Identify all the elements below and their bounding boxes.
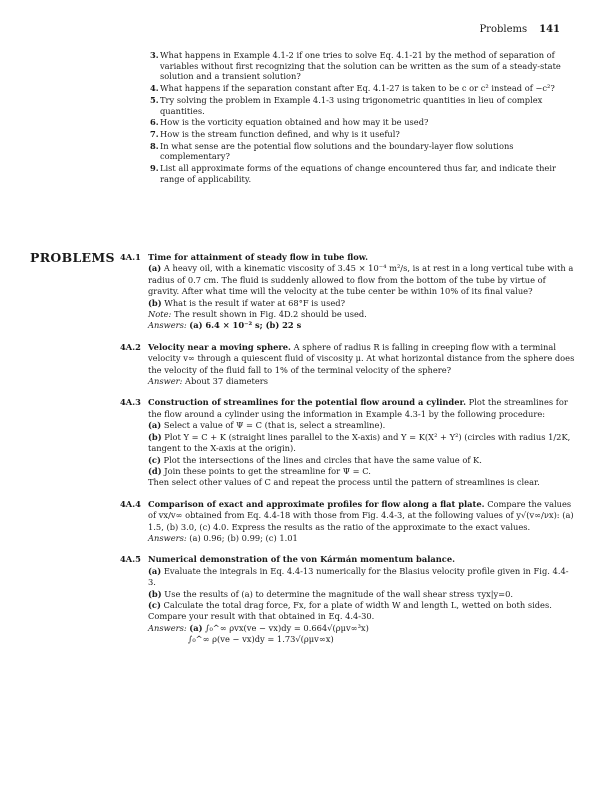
problem-number: 4A.1 xyxy=(120,252,141,262)
question-number: 6. xyxy=(150,117,159,128)
question-item xyxy=(150,117,570,128)
question-text: How is the vorticity equation obtained and how may it be used? xyxy=(160,117,429,128)
question-item xyxy=(150,163,570,184)
answers-text: (a) 0.96; (b) 0.99; (c) 1.01 xyxy=(189,532,298,543)
problem-number: 4A.4 xyxy=(120,498,141,509)
problem-part-c xyxy=(148,600,575,623)
question-number: 5. xyxy=(150,94,159,105)
part-text: Evaluate the integrals in Eq. 4.4-13 numerically for the Blasius velocity profile given in Fig. 4.4-3. xyxy=(148,565,569,588)
part-text: Select a value of Ψ = C (that is, select a streamline). xyxy=(163,420,386,431)
part-label: (a) xyxy=(148,420,162,431)
problem-title: Comparison of exact and approximate profiles for flow along a flat plate. xyxy=(148,498,485,509)
question-text: List all approximate forms of the equations of change encountered thus far, and indicate their range of applicability. xyxy=(160,163,556,184)
answer-part-label: (a) xyxy=(189,622,203,633)
problem-title: Velocity near a moving sphere. xyxy=(148,341,291,352)
question-item xyxy=(150,83,570,94)
problem-number: 4A.2 xyxy=(120,341,141,352)
note-text: The result shown in Fig. 4D.2 should be used. xyxy=(173,309,367,320)
page-number: 141 xyxy=(539,24,560,35)
problem-number: 4A.5 xyxy=(120,554,141,565)
problem-answers xyxy=(148,320,575,331)
part-label: (a) xyxy=(148,565,162,576)
problem-body xyxy=(148,499,575,533)
problem-text: Plot the streamlines for the flow around a cylinder using the information in Example 4.3-1 by the following procedure: xyxy=(148,397,568,419)
problem-4a4 xyxy=(120,499,575,545)
problems-heading: PROBLEMS xyxy=(30,250,115,265)
part-label: (b) xyxy=(148,297,162,308)
question-text: What happens if the separation constant after Eq. 4.1-27 is taken to be c or c² instead of −c²? xyxy=(160,83,555,94)
problem-list xyxy=(120,252,575,656)
question-number: 3. xyxy=(150,50,159,60)
part-text: Join these points to get the streamline for Ψ = C. xyxy=(164,465,371,476)
question-number: 9. xyxy=(150,163,159,174)
part-text: A heavy oil, with a kinematic viscosity of 3.45 × 10⁻⁴ m²/s, is at rest in a long vertical tube with a radius of 0.7 cm. The fluid is suddenly allowed to flow from the bottom of the tube by virtue of gravity. After what time will the velocity at the tube center be within 10% of its final value? xyxy=(148,263,574,297)
question-number: 7. xyxy=(150,128,159,139)
problem-answers xyxy=(148,623,575,634)
problem-part-c xyxy=(148,455,575,466)
answers-label: Answers: xyxy=(148,622,187,633)
question-number: 4. xyxy=(150,83,159,94)
answers-text: About 37 diameters xyxy=(185,376,268,387)
question-number: 8. xyxy=(150,140,159,151)
problem-part-b xyxy=(148,298,575,309)
part-text: Calculate the total drag force, Fx, for a plate of width W and length L, wetted on both sides. Compare your result with that obtained in Eq. 4.4-30. xyxy=(148,599,552,622)
question-text: Try solving the problem in Example 4.1-3 using trigonometric quantities in lieu of complex quantities. xyxy=(160,94,543,116)
note-label: Note: xyxy=(148,309,172,320)
part-label: (c) xyxy=(148,599,161,610)
part-label: (a) xyxy=(148,263,162,274)
problem-text: Compare the values of vx/v∞ obtained from Eq. 4.4-18 with those from Fig. 4.4-3, at the following values of y√(v∞/νx): (a) 1.5, (b) 3.0, (c) 4.0. Express the results as the ratio of the approximate to the exact values. xyxy=(148,498,574,532)
problem-part-b xyxy=(148,589,575,600)
part-label: (b) xyxy=(148,431,162,442)
problem-note xyxy=(148,309,575,320)
problem-part-a xyxy=(148,420,575,431)
problem-part-a xyxy=(148,263,575,297)
problem-body xyxy=(148,397,575,420)
problem-body xyxy=(148,342,575,376)
page-header xyxy=(479,24,560,35)
answers-text: (a) 6.4 × 10⁻² s; (b) 22 s xyxy=(189,320,302,331)
part-label: (c) xyxy=(148,454,161,465)
question-item xyxy=(150,95,570,116)
running-title: Problems xyxy=(479,24,528,35)
question-text: What happens in Example 4.1-2 if one tries to solve Eq. 4.1-21 by the method of separation of variables without first recognizing that the solution can be written as the sum of a steady-state solution and a transient solution? xyxy=(160,50,561,82)
part-label: (b) xyxy=(148,588,162,599)
question-item xyxy=(150,129,570,140)
question-list xyxy=(150,50,570,185)
problem-answers xyxy=(148,376,575,387)
answers-label: Answers: xyxy=(148,320,187,331)
problem-part-a xyxy=(148,566,575,589)
problem-title: Numerical demonstration of the von Kármán momentum balance. xyxy=(148,554,456,565)
question-item xyxy=(150,141,570,162)
question-text: In what sense are the potential flow solutions and the boundary-layer flow solutions complementary? xyxy=(160,140,514,162)
problem-4a1 xyxy=(120,252,575,332)
problem-part-d xyxy=(148,466,575,477)
equation-1: ∫₀^∞ ρvx(ve − vx)dy = 0.664√(ρμv∞³x) xyxy=(205,622,369,633)
part-text: What is the result if water at 68°F is used? xyxy=(164,297,346,308)
problem-tail: Then select other values of C and repeat the process until the pattern of streamlines is clear. xyxy=(148,477,540,488)
equation-2-row xyxy=(188,634,575,645)
problem-4a2 xyxy=(120,342,575,388)
answers-label: Answers: xyxy=(148,532,187,543)
problem-4a5 xyxy=(120,554,575,645)
problem-part-b xyxy=(148,432,575,455)
question-item xyxy=(150,50,570,82)
question-text: How is the stream function defined, and why is it useful? xyxy=(160,128,400,139)
problem-answers xyxy=(148,533,575,544)
problem-title: Construction of streamlines for the potential flow around a cylinder. xyxy=(148,397,466,408)
part-text: Plot the intersections of the lines and circles that have the same value of K. xyxy=(163,454,482,465)
part-text: Use the results of (a) to determine the magnitude of the wall shear stress τyx|y=0. xyxy=(164,588,514,599)
part-label: (d) xyxy=(148,465,162,476)
problem-4a3 xyxy=(120,397,575,488)
equation-2: ∫₀^∞ ρ(ve − vx)dy = 1.73√(ρμv∞x) xyxy=(188,634,334,645)
problem-text: A sphere of radius R is falling in creeping flow with a terminal velocity v∞ through a quiescent fluid of viscosity μ. At what horizontal distance from the sphere does the velocity of the fluid fall to 1% of the terminal velocity of the sphere? xyxy=(148,341,575,375)
part-text: Plot Y = C + K (straight lines parallel to the X-axis) and Y = K(X² + Y²) (circles with radius 1/2K, tangent to the X-axis at the origin). xyxy=(148,431,571,454)
problem-number: 4A.3 xyxy=(120,397,141,408)
problem-title: Time for attainment of steady flow in tube flow. xyxy=(148,252,368,262)
answers-label: Answer: xyxy=(148,376,183,387)
